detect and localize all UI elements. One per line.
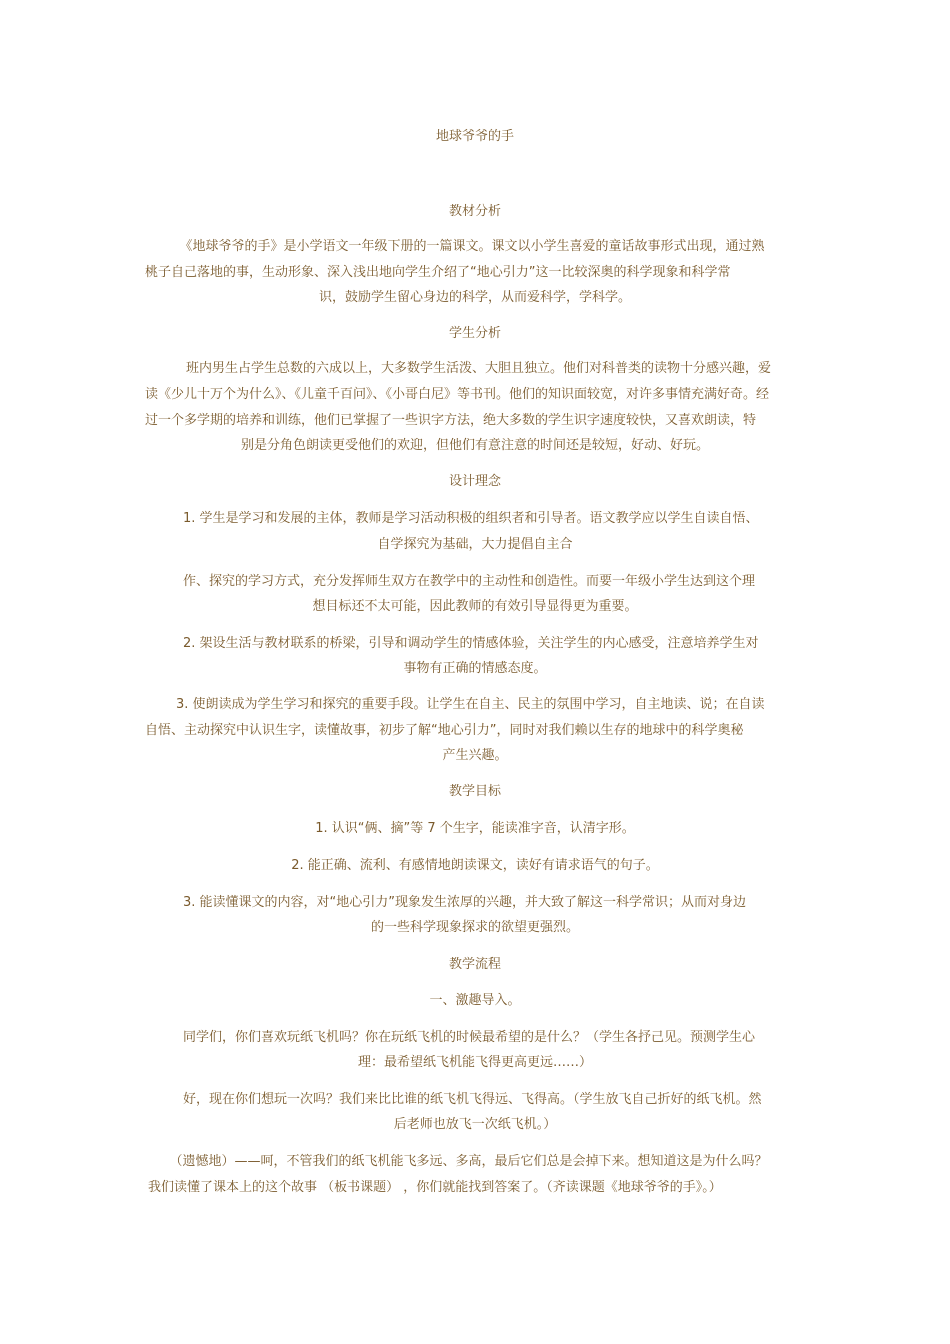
paragraph-line: 理：最希望纸飞机能飞得更高更远……） [357, 1055, 592, 1070]
goal-item: 1. 认识“俩、摘”等 7 个生字，能读准字音，认清字形。 [315, 821, 635, 836]
paragraph-line: 别是分角色朗读更受他们的欢迎，但他们有意注意的时间还是较短，好动、好玩。 [240, 438, 709, 453]
paragraph-line: 自悟、主动探究中认识生字，读懂故事，初步了解“地心引力”，同时对我们赖以生存的地球中的科学奥秘 [145, 723, 744, 738]
paragraph-line: 识，鼓励学生留心身边的科学，从而爱科学，学科学。 [318, 290, 631, 305]
paragraph-line: 班内男生占学生总数的六成以上，大多数学生活泼、大胆且独立。他们对科普类的读物十分感兴趣，爱 [160, 361, 772, 376]
heading-student-analysis: 学生分析 [448, 326, 501, 341]
paragraph-line: 同学们，你们喜欢玩纸飞机吗？你在玩纸飞机的时候最希望的是什么？（学生各抒己见。预测学生心 [183, 1030, 756, 1045]
paragraph-line: 事物有正确的情感态度。 [403, 661, 547, 676]
paragraph-line: 《地球爷爷的手》是小学语文一年级下册的一篇课文。课文以小学生喜爱的童话故事形式出现，通过熟 [160, 239, 765, 254]
goal-item: 的一些科学现象探求的欲望更强烈。 [370, 920, 579, 935]
paragraph-line: 想目标还不太可能，因此教师的有效引导显得更为重要。 [312, 599, 638, 614]
paragraph-line: 桃子自己落地的事，生动形象、深入浅出地向学生介绍了“地心引力”这一比较深奥的科学现象和科学常 [145, 265, 731, 280]
paragraph-line: 产生兴趣。 [442, 748, 508, 763]
heading-teaching-process: 教学流程 [448, 957, 501, 972]
heading-teaching-goals: 教学目标 [448, 784, 501, 799]
paragraph-line: 过一个多学期的培养和训练，他们已掌握了一些识字方法，绝大多数的学生识字速度较快，又喜欢朗读，特 [145, 413, 757, 428]
goal-item: 3. 能读懂课文的内容，对“地心引力”现象发生浓厚的兴趣，并大致了解这一科学常识；从而对身边 [183, 895, 747, 910]
step-heading: 一、激趣导入。 [429, 993, 521, 1008]
paragraph-line: 3. 使朗读成为学生学习和探究的重要手段。让学生在自主、民主的氛围中学习，自主地读、说；在自读 [150, 697, 765, 712]
paragraph-line: 自学探究为基础，大力提倡自主合 [377, 537, 573, 552]
paragraph-line: 2. 架设生活与教材联系的桥梁，引导和调动学生的情感体验，关注学生的内心感受，注意培养学生对 [183, 636, 759, 651]
goal-item: 2. 能正确、流利、有感情地朗读课文，读好有请求语气的句子。 [291, 858, 659, 873]
paragraph-line: 好，现在你们想玩一次吗？我们来比比谁的纸飞机飞得远、飞得高。（学生放飞自己折好的纸飞机。然 [183, 1092, 762, 1107]
paragraph-line: 1. 学生是学习和发展的主体，教师是学习活动积极的组织者和引导者。语文教学应以学生自读自悟、 [183, 511, 759, 526]
paragraph-line: 读《少儿十万个为什么》、《儿童千百问》、《小哥白尼》等书刊。他们的知识面较宽，对许多事情充满好奇。经 [145, 387, 770, 402]
document-title: 地球爷爷的手 [435, 129, 514, 144]
paragraph-line: （遗憾地）——呵，不管我们的纸飞机能飞多远、多高，最后它们总是会掉下来。想知道这是为什么吗？ [150, 1154, 768, 1169]
paragraph-line: 作、探究的学习方式，充分发挥师生双方在教学中的主动性和创造性。而要一年级小学生达到这个理 [183, 574, 756, 589]
heading-design-concept: 设计理念 [448, 474, 501, 489]
heading-textbook-analysis: 教材分析 [448, 204, 501, 219]
paragraph-line: 我们读懂了课本上的这个故事 （板书课题） ，你们就能找到答案了。（齐读课题《地球爷爷的手》。） [148, 1180, 722, 1195]
paragraph-line: 后老师也放飞一次纸飞机。） [393, 1117, 557, 1132]
